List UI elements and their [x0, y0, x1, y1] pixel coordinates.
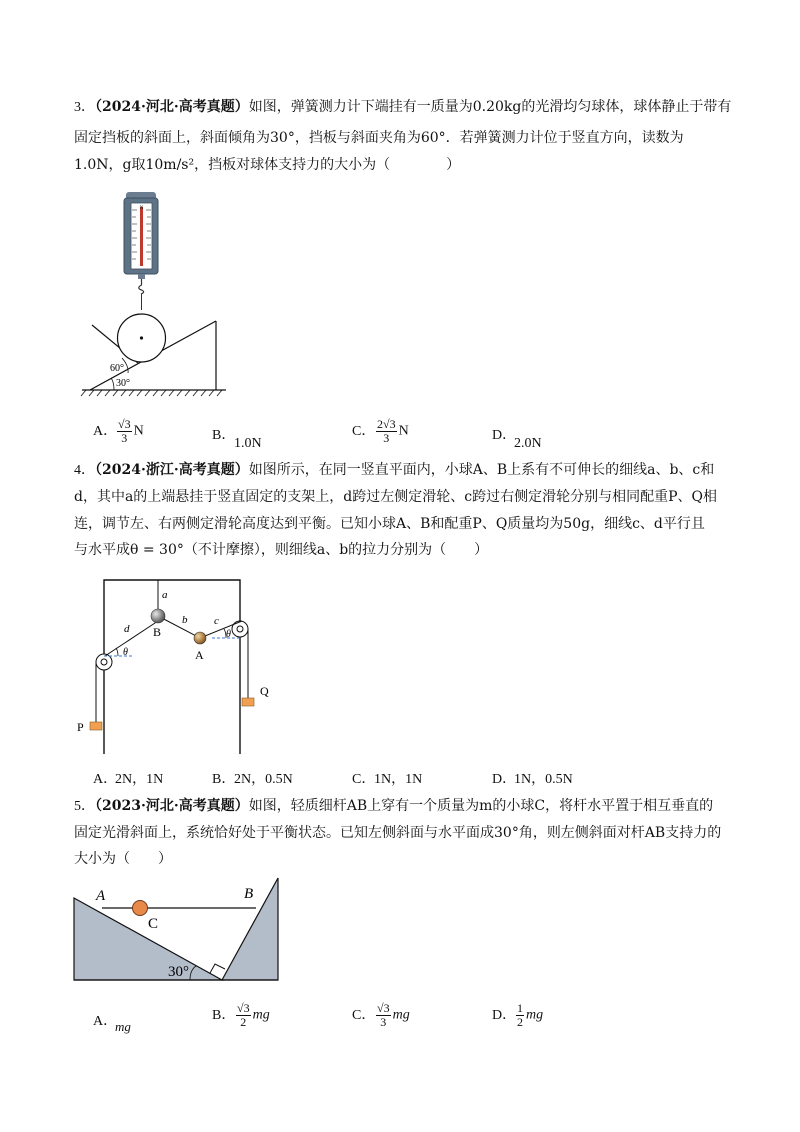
q4-text-1: 如图所示，在同一竖直平面内，小球A、B上系有不可伸长的细线a、b、c和: [248, 462, 715, 478]
q3-source: （2024·河北·高考真题）: [95, 99, 249, 115]
q3-option-d[interactable]: D．2.0N: [492, 428, 542, 451]
q4-option-b[interactable]: B．2N，0.5N: [212, 772, 293, 787]
q3-text-1: 如图，弹簧测力计下端挂有一质量为0.20kg的光滑均匀球体，球体静止于带有: [248, 99, 732, 115]
weight-p: [90, 722, 102, 730]
q5-text-1: 如图，轻质细杆AB上穿有一个质量为m的小球C，将杆水平置于相互垂直的: [248, 798, 714, 814]
q5-label-a: A: [96, 888, 106, 904]
q4-label-q: Q: [260, 684, 269, 698]
q4-option-d[interactable]: D．1N，0.5N: [492, 772, 573, 787]
q3-option-c[interactable]: C． $\frac{2√3}{3}$ N: [352, 417, 409, 445]
q5-label-b: B: [244, 886, 254, 902]
q4-label-ball-b: B: [153, 625, 162, 639]
q4-source: （2024·浙江·高考真题）: [95, 462, 249, 478]
ball-b: [151, 609, 165, 623]
q3-number: 3．: [74, 100, 95, 115]
q4-option-c[interactable]: C．1N，1N: [352, 772, 423, 787]
q3-line1: [74, 97, 731, 118]
q5-option-a[interactable]: A．mg: [93, 1014, 131, 1034]
q5-text-3: 大小为（ ）: [74, 851, 172, 867]
q5-option-c[interactable]: C． $\frac{√3}{3}$ mg: [352, 1001, 410, 1029]
q4-number: 4．: [74, 463, 95, 478]
q4-line1: [74, 460, 714, 481]
ball-a: [194, 632, 206, 644]
q4-label-d: d: [124, 623, 130, 635]
q4-label-a: a: [162, 589, 168, 601]
q5-angle-30: 30°: [168, 964, 189, 980]
q4-theta-left: θ: [123, 647, 128, 658]
scale-unit-label: N: [139, 206, 144, 211]
q4-label-ball-a: A: [195, 648, 204, 662]
q4-label-c: c: [214, 615, 219, 627]
ball-c: [133, 901, 148, 916]
spring-scale: [124, 192, 158, 310]
q3-angle-30: 30°: [116, 378, 130, 389]
q4-text-2: d，其中a的上端悬挂于竖直固定的支架上，d跨过左侧定滑轮、c跨过右侧定滑轮分别与相同配重P、Q相: [74, 489, 718, 505]
q3-option-b[interactable]: B．1.0N: [212, 428, 262, 451]
q3-figure: [74, 190, 234, 402]
q4-label-p: P: [77, 720, 84, 734]
q4-theta-right: θ: [226, 629, 231, 640]
q3-text-3: 1.0N，g取10m/s²，挡板对球体支持力的大小为（ ）: [74, 157, 461, 173]
q4-text-3: 连，调节左、右两侧定滑轮高度达到平衡。已知小球A、B和配重P、Q质量均为50g，细线c、d平行且: [74, 516, 705, 532]
q5-option-d[interactable]: D． $\frac{1}{2}$ mg: [492, 1001, 544, 1029]
q5-number: 5．: [74, 799, 95, 814]
q5-option-b[interactable]: B． $\frac{√3}{2}$ mg: [212, 1001, 270, 1029]
q5-label-c: C: [148, 916, 159, 932]
q4-option-a[interactable]: A．2N，1N: [93, 772, 164, 787]
q5-line1: [74, 796, 713, 817]
q5-source: （2023·河北·高考真题）: [95, 798, 249, 814]
q5-text-2: 固定光滑斜面上，系统恰好处于平衡状态。已知左侧斜面与水平面成30°角，则左侧斜面对杆AB支持力的: [74, 825, 722, 841]
q3-text-2: 固定挡板的斜面上，斜面倾角为30°，挡板与斜面夹角为60°．若弹簧测力计位于竖直方向，读数为: [74, 130, 684, 146]
q3-angle-60: 60°: [110, 363, 124, 374]
q5-figure: [72, 872, 282, 984]
q3-option-a[interactable]: A． $\frac{√3}{3}$ N: [93, 417, 144, 445]
q4-label-b: b: [182, 614, 188, 626]
weight-q: [242, 698, 254, 706]
q4-figure: [74, 576, 274, 756]
q4-text-4: 与水平成θ = 30°（不计摩擦），则细线a、b的拉力分别为（ ）: [74, 542, 489, 558]
